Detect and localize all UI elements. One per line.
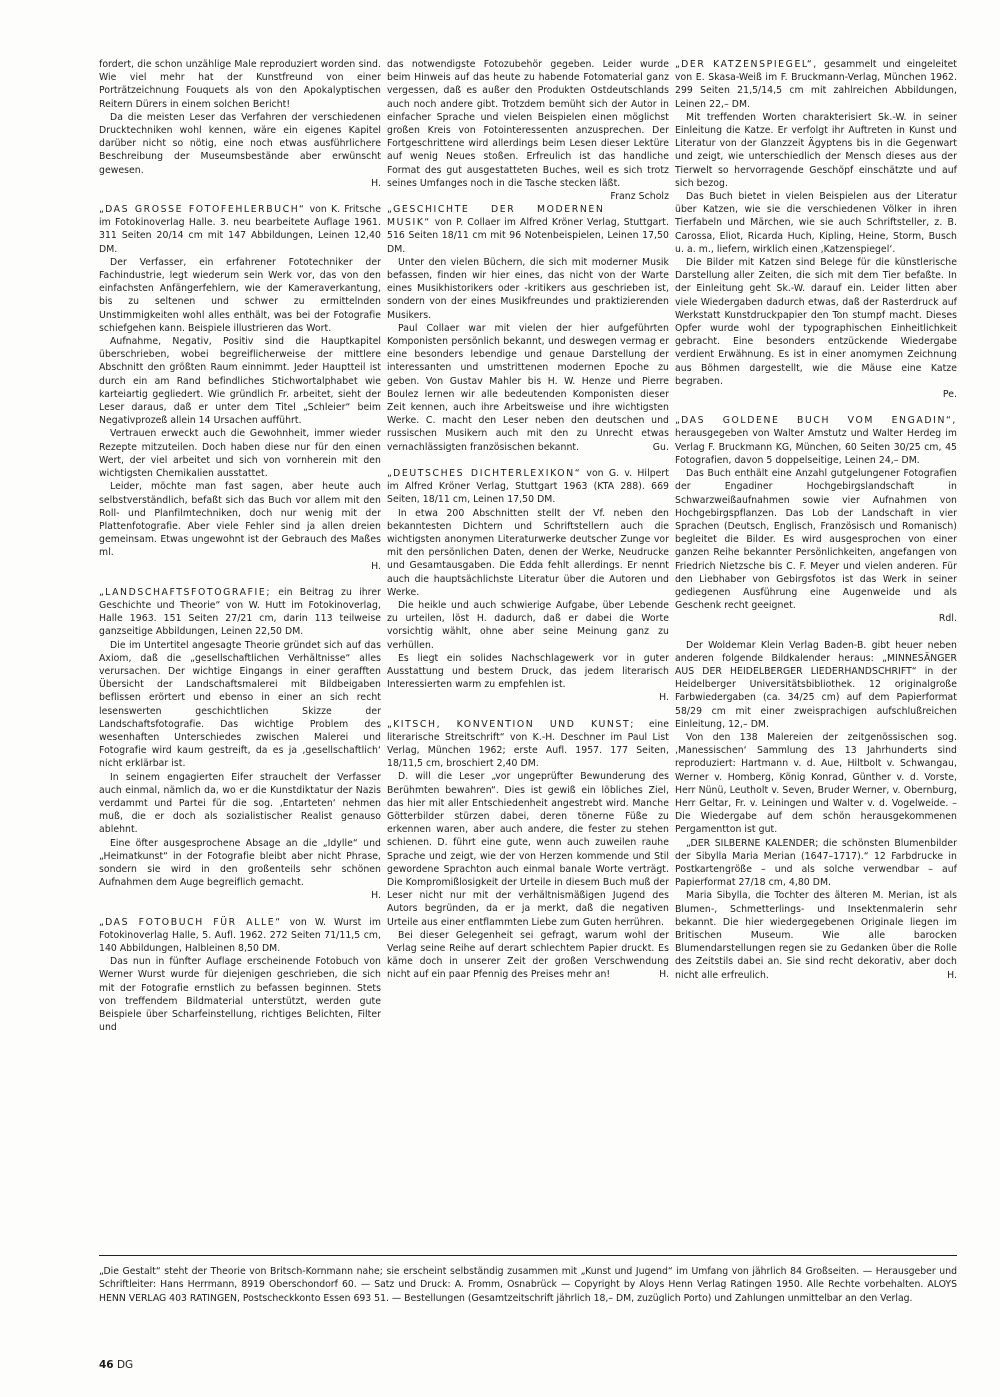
- paragraph: [387, 58, 669, 203]
- paragraph-gap: [387, 454, 669, 467]
- paragraph-text: Maria Sibylla, die Tochter des älteren M. Merian, ist als Blumen-, Schmetterlings- und Insektenmalerin sehr bekannt. Die hier wiedergegebenen Originale liegen im Britischen Museum. Wie alle barocken Blumendarstellungen regen sie zu Gedanken über die Rolle des Zeitstils dabei an. Sie sind recht dekorativ, aber doch nicht alle erfreulich.: [675, 890, 957, 981]
- footer-rule: [99, 1255, 957, 1256]
- paragraph: [99, 256, 381, 335]
- paragraph: [675, 190, 957, 256]
- paragraph-text: Die heikle und auch schwierige Aufgabe, über Lebende zu urteilen, löst H. dadurch, daß er dabei die Worte vorsichtig wählt, ohne aber seine Meinung ganz zu verhüllen.: [387, 599, 669, 651]
- paragraph: [675, 639, 957, 731]
- paragraph-text: Von den 138 Malereien der zeitgenössischen sog. ‚Manessischen‘ Sammlung des 13 Jahrhunderts sind reproduziert: Hartmann v. d. Aue, Hiltbolt v. Schwangau, Werner v. Homberg, König Konrad, Günther v. d. Vorste, Herr Nünü, Leutholt v. Seven, Bruder Werner, v. Obernburg, Herr Geltar, Fr. v. Leiningen und Walter v. d. Vogelweide. – Die Wiedergabe auf dem schön herausgekommenen Pergamentton ist gut.: [675, 731, 957, 836]
- review-heading-paragraph: [99, 203, 381, 256]
- reviewer-signature: H.: [371, 890, 381, 902]
- paragraph: [99, 480, 381, 572]
- paragraph: [99, 837, 381, 903]
- imprint-text: „Die Gestalt“ steht der Theorie von Britsch-Kornmann nahe; sie erscheint selbständig zusammen mit „Kunst und Jugend“ im Umfang von jährlich 84 Großseiten. — Herausgeber und Schriftleiter: Hans Herrmann, 8919 Oberschondorf 60. — Satz und Druck: A. Fromm, Osnabrück — Copyright by Aloys Henn Verlag Ratingen 1950. Alle Rechte vorbehalten. ALOYS HENN VERLAG 403 RATINGEN, Postscheckkonto Essen 693 51. — Bestellungen (Gesamtzeitschrift jährlich 18,– DM, zuzüglich Porto) und Zahlungen unmittelbar an den Verlag.: [99, 1266, 957, 1304]
- paragraph-text: Der Woldemar Klein Verlag Baden-B. gibt heuer neben anderen folgende Bildkalender heraus: „MINNESÄNGER AUS DER HEIDELBERGER LIEDERHANDSCHRIFT“ in der Heidelberger Universitätsbibliothek. 12 originalgroße Farbwiedergaben (ca. 34/25 cm) auf dem Papierformat 58/29 cm mit einer zweisprachigen aufschlußreichen Einleitung, 12,– DM.: [675, 639, 957, 730]
- reviewer-signature: H.: [659, 969, 669, 981]
- reviewer-signature: Rdl.: [938, 613, 957, 625]
- paragraph-text: Das nun in fünfter Auflage erscheinende Fotobuch von Werner Wurst wurde für diejenigen geschrieben, die sich mit der Fotografie ernstlich zu befassen beginnen. Stets von treffendem Bildmaterial unterstützt, werden gute Beispiele über Scharfeinstellung, richtiges Belichten, Filter und: [99, 956, 381, 1034]
- paragraph-text: Die Bilder mit Katzen sind Belege für die künstlerische Darstellung aller Zeiten, die sich mit dem Tier befaßte. In der Einleitung geht Sk.-W. darauf ein. Leider litten aber viele Wiedergaben dadurch etwas, daß der Rasterdruck auf Werkstatt Kunstdruckpapier den Ton stumpf macht. Dieses Opfer wurde wohl der typographischen Einheitlichkeit gebracht. Eine besonders entzückende Wiedergabe verdient Erwähnung. Es ist in einer anomymen Zeichnung aus Böhmen dargestellt, wie die Mäuse eine Katze begraben.: [675, 257, 957, 387]
- column-middle: [387, 58, 669, 982]
- book-title: „GESCHICHTE DER MODERNEN MUSIK“: [387, 204, 605, 229]
- book-title: „LANDSCHAFTSFOTOGRAFIE;: [99, 586, 272, 598]
- paragraph-text: herausgegeben von Walter Amstutz und Walter Herdeg im Verlag F. Bruckmann KG, München, 60 Seiten 30/25 cm, 45 Fotografien, davon 5 doppelseitige, Leinen 24,– DM.: [675, 428, 957, 466]
- paragraph: [675, 731, 957, 837]
- paragraph-text: von P. Collaer im Alfred Kröner Verlag, Stuttgart. 516 Seiten 18/11 cm mit 96 Notenbeispielen, Leinen 17,50 DM.: [387, 217, 669, 255]
- masthead-imprint: [99, 1265, 957, 1305]
- paragraph-text: In etwa 200 Abschnitten stellt der Vf. neben den bekanntesten Dichtern und Schriftstellern auch die wichtigsten anonymen Literaturwerke deutscher Zunge vor mit den persönlichen Daten, denen der Werke, Neudrucke und Gesamtausgaben. Die Edda fehlt allerdings. Er nennt auch die hauptsächlichste Literatur über die Autoren und Werke.: [387, 507, 669, 598]
- paragraph: [99, 639, 381, 771]
- paragraph: [99, 771, 381, 837]
- paragraph: [99, 111, 381, 190]
- reviewer-signature: H.: [371, 560, 381, 572]
- review-heading-paragraph: [387, 467, 669, 507]
- paragraph: [99, 427, 381, 480]
- paragraph-text: fordert, die schon unzählige Male reproduziert worden sind. Wie viel mehr hat der Kunstfreund von einer Porträtzeichnung Fouquets als von den Apokalyptischen Reitern Dürers in einem solchen Bericht!: [99, 59, 381, 110]
- paragraph-text: Die im Untertitel angesagte Theorie gründet sich auf das Axiom, daß die „gesellschaftlichen Verhältnisse“ alles verursachen. Der wichtige Eingangs in einer gerafften Übersicht der Landschaftsmalerei mit Bildbeigaben beflissen erörtert und ebenso in einer an sich recht lesenswerten geschichtlichen Skizze der Landschaftsfotografie. Das wichtige Problem des wesenhaften Unterschiedes zwischen Malerei und Fotografie wird kaum gestreift, da es ja ‚gesellschaftlich‘ nicht erklärbar ist.: [99, 639, 381, 770]
- paragraph-text: Das Buch bietet in vielen Beispielen aus der Literatur über Katzen, wie sie die verschiedenen Völker in ihren Tierfabeln und Märchen, wie sie auch Schriftsteller, z. B. Carossa, Eliot, Ricarda Huch, Kipling, Heine, Storm, Busch u. a. m., liefern, wirklich einen ‚Katzenspiegel‘.: [675, 191, 957, 255]
- review-heading-paragraph: [675, 58, 957, 111]
- paragraph-text: Unter den vielen Büchern, die sich mit moderner Musik befassen, finden wir hier eines, das nicht von der Warte eines Musikhistorikers oder -kritikers aus geschrieben ist, sondern von der eines Musikfreundes und praktizierenden Musikers.: [387, 256, 669, 321]
- reviewer-signature: Gu.: [652, 441, 669, 453]
- paragraph: [675, 256, 957, 401]
- paragraph: [675, 889, 957, 981]
- book-title: „DAS FOTOBUCH FÜR ALLE“: [99, 916, 282, 928]
- paragraph-text: Aufnahme, Negativ, Positiv sind die Hauptkapitel überschrieben, wobei begreiflicherweise der mittlere Abschnitt den größten Raum einnimmt. Jeder Hauptteil ist durch ein am Rand befindliches Stichwortalphabet wie karteiartig gegliedert. Wie gründlich Fr. arbeitet, sieht der Leser daraus, daß er unter dem Titel „Schleier“ beim Negativprozeß allein 14 Ursachen aufführt.: [99, 336, 381, 427]
- reviewer-signature: H.: [947, 969, 957, 981]
- paragraph-text: D. will die Leser „vor ungeprüfter Bewunderung des Berühmten bewahren“. Dies ist gewiß ein löbliches Ziel, das hier mit aller Entschiedenheit angestrebt wird. Manche Götterbilder stürzen dabei, deren tönerne Füße zu erkennen waren, aber auch andere, die fester zu stehen schienen. D. führt eine gute, wenn auch zuweilen rauhe Sprache und zeigt, wie der von Herzen kommende und Stil gewordene Sprachton auch einmal banale Worte verträgt. Die Kompromißlosigkeit der Urteile in diesem Buch muß der Leser nicht nur mit der verhältnismäßigen Jugend des Autors begründen, da er ja merkt, daß die negativen Urteile aus einer entflammten Liebe zum Guten herrühren.: [387, 771, 669, 928]
- reviewer-signature: Pe.: [942, 389, 957, 401]
- paragraph: [99, 58, 381, 111]
- paragraph: [387, 599, 669, 652]
- paragraph-text: Da die meisten Leser das Verfahren der verschiedenen Drucktechniken wohl kennen, wäre ein eigenes Kapitel darüber nicht so nötig, eine noch etwas ausführlichere Beschreibung der Museumsbestände aber erwünscht gewesen.: [99, 111, 381, 176]
- paragraph: [387, 770, 669, 928]
- paragraph: [99, 955, 381, 1034]
- column-left: [99, 58, 381, 1034]
- book-title: „KITSCH, KONVENTION UND KUNST;: [387, 718, 635, 730]
- paragraph-text: Mit treffenden Worten charakterisiert Sk.-W. in seiner Einleitung die Katze. Er verfolgt ihr Auftreten in Kunst und Literatur von der Glanzzeit Ägyptens bis in die Gegenwart und zeigt, wie unterschiedlich der Mensch dieses aus der Tierwelt so hervorragende Geschöpf einschätzte und auf sich bezog.: [675, 111, 957, 189]
- reviewer-signature: H.: [371, 177, 381, 189]
- journal-abbrev: DG: [116, 1359, 134, 1371]
- review-heading-paragraph: [675, 414, 957, 467]
- paragraph: [387, 322, 669, 454]
- paragraph-gap: [675, 626, 957, 639]
- paragraph-text: „DER SILBERNE KALENDER; die schönsten Blumenbilder der Sibylla Maria Merian (1647–1717).“ 12 Farbdrucke in Postkartengröße – und als solche verwendbar – auf Papierformat 27/18 cm, 4,80 DM.: [675, 837, 957, 889]
- review-heading-paragraph: [387, 718, 669, 771]
- reviewer-signature: Franz Scholz: [610, 191, 669, 203]
- paragraph-text: Eine öfter ausgesprochene Absage an die „Idylle“ und „Heimatkunst“ in der Fotografie bleibt aber nicht Phrase, sondern sie wird in den großenteils sehr schönen Aufnahmen dem Auge begreiflich gemacht.: [99, 837, 381, 889]
- paragraph: [387, 507, 669, 599]
- book-title: „DER KATZENSPIEGEL“,: [675, 59, 818, 70]
- paragraph-text: von G. v. Hilpert im Alfred Kröner Verlag, Stuttgart 1963 (KTA 288). 669 Seiten, 18/11 cm, Leinen 17,50 DM.: [387, 467, 669, 506]
- paragraph: [675, 837, 957, 890]
- paragraph-gap: [387, 705, 669, 718]
- page-number: 46: [99, 1359, 114, 1371]
- review-heading-paragraph: [387, 203, 669, 256]
- paragraph-text: Vertrauen erweckt auch die Gewohnheit, immer wieder Rezepte mitzuteilen. Doch haben diese nur für den einen Wert, der viel arbeitet und sich von vornherein mit den wichtigsten Chemikalien ausstattet.: [99, 428, 381, 480]
- paragraph-text: Leider, möchte man fast sagen, aber heute auch selbstverständlich, befaßt sich das Buch vor allem mit den Roll- und Planfilmtechniken, doch nur wenig mit der Plattenfotografie. Aber viele Fehler sind ja allen dreien gemeinsam. Etwas ungewohnt ist der Gebrauch des Maßes ml.: [99, 481, 381, 559]
- paragraph-text: Es liegt ein solides Nachschlagewerk vor in guter Ausstattung und bestem Druck, das jedem literarisch Interessierten warm zu empfehlen ist.: [387, 652, 669, 691]
- paragraph: [387, 929, 669, 982]
- paragraph-text: von W. Wurst im Fotokinoverlag Halle, 5. Aufl. 1962. 272 Seiten 71/11,5 cm, 140 Abbildungen, Halbleinen 8,50 DM.: [99, 916, 381, 954]
- paragraph: [675, 111, 957, 190]
- paragraph-text: das notwendigste Fotozubehör gegeben. Leider wurde beim Hinweis auf das heute zu habende Fotomaterial ganz vergessen, daß es außer den Produkten Ostdeutschlands auch noch andere gibt. Trotzdem bemüht sich der Autor in einfacher Sprache und vielen Beispielen einen möglichst großen Kreis von Fotointeressenten anzusprechen. Der Fortgeschrittene wird allerdings beim Lesen dieser Lektüre auf wenig Neues stoßen. Erfreulich ist das handliche Format des gut ausgestatteten Buches, weil es sich trotz seines Umfanges noch in die Tasche stecken läßt.: [387, 59, 669, 189]
- paragraph-text: gesammelt und eingeleitet von E. Skasa-Weiß im F. Bruckmann-Verlag, München 1962. 299 Seiten 21,5/14,5 cm mit zahlreichen Abbildungen, Leinen 22,– DM.: [675, 59, 957, 110]
- book-title: „DAS GOLDENE BUCH VOM ENGADIN“,: [675, 415, 957, 427]
- paragraph: [99, 335, 381, 427]
- column-right: [675, 58, 957, 982]
- paragraph-text: von K. Fritsche im Fotokinoverlag Halle. 3. neu bearbeitete Auflage 1961. 311 Seiten 20/14 cm mit 147 Abbildungen, Leinen 12,40 DM.: [99, 204, 381, 255]
- paragraph: [675, 467, 957, 625]
- paragraph-text: eine literarische Streitschrift“ von K.-H. Deschner im Paul List Verlag, München 1962; erste Aufl. 1957. 177 Seiten, 18/11,5 cm, broschiert 2,40 DM.: [387, 718, 669, 770]
- paragraph-gap: [675, 401, 957, 414]
- book-title: „DAS GROSSE FOTOFEHLERBUCH“: [99, 204, 306, 216]
- paragraph-gap: [99, 190, 381, 203]
- book-title: „DEUTSCHES DICHTERLEXIKON“: [387, 467, 582, 479]
- page-footer: [99, 1358, 133, 1372]
- paragraph-text: Der Verfasser, ein erfahrener Fototechniker der Fachindustrie, legt wiederum sein Werk vor, das von den einfachsten Anfängerfehlern, wie der Kameraverkantung, bis zu seltenen und schwer zu ermittelnden Unstimmigkeiten wohl alles enthält, was bei der Fotografie schiefgehen kann. Beispiele illustrieren das Wort.: [99, 256, 381, 334]
- paragraph-gap: [99, 903, 381, 916]
- paragraph-text: Paul Collaer war mit vielen der hier aufgeführten Komponisten persönlich bekannt, und deswegen vermag er eine besonders lebendige und genaue Darstellung der interessanten und umstrittenen modernen Epoche zu geben. Von Gustav Mahler bis H. W. Henze und Pierre Boulez lernen wir alle bedeutenden Komponisten dieser Zeit kennen, auch ihre Arbeitsweise und ihre wichtigsten Werke. C. macht den Leser neben den deutschen und russischen Musikern auch mit den zu Unrecht etwas vernachlässigten französischen bekannt.: [387, 322, 669, 453]
- review-heading-paragraph: [99, 586, 381, 639]
- paragraph-text: Bei dieser Gelegenheit sei gefragt, warum wohl der Verlag seine Reihe auf derart schlechtem Papier druckt. Es käme doch in unserer Zeit der großen Verschwendung nicht auf ein paar Pfennig des Preises mehr an!: [387, 929, 669, 981]
- paragraph: [387, 652, 669, 705]
- review-heading-paragraph: [99, 916, 381, 956]
- paragraph-text: In seinem engagierten Eifer strauchelt der Verfasser auch einmal, nämlich da, wo er die Kunstdiktatur der Nazis verdammt und Partei für die sog. ‚Entarteten‘ nehmen muß, die er doch als sozialistischer Realist genauso ablehnt.: [99, 771, 381, 836]
- paragraph-text: ein Beitrag zu ihrer Geschichte und Theorie“ von W. Hutt im Fotokinoverlag, Halle 1963. 151 Seiten 27/21 cm, darin 113 teilweise ganzseitige Abbildungen, Leinen 22,50 DM.: [99, 586, 381, 638]
- paragraph-gap: [99, 573, 381, 586]
- paragraph: [387, 256, 669, 322]
- reviewer-signature: H.: [659, 692, 669, 704]
- paragraph-text: Das Buch enthält eine Anzahl gutgelungener Fotografien der Engadiner Hochgebirgslandschaft in Schwarzweißaufnahmen sowie vier Aufnahmen von Hochgebirgspflanzen. Das Lob der Landschaft in vier Sprachen (Deutsch, Englisch, Französisch und Romanisch) begleitet die Bilder. Es wird ausgesprochen von einer ganzen Reihe bekannter Persönlichkeiten, angefangen von Friedrich Nietzsche bis C. F. Meyer und vielen anderen. Für den Liebhaber von Gebirgsfotos ist das Werk in seiner gediegenen Ausführung eine Augenweide und als Geschenk recht geeignet.: [675, 468, 957, 612]
